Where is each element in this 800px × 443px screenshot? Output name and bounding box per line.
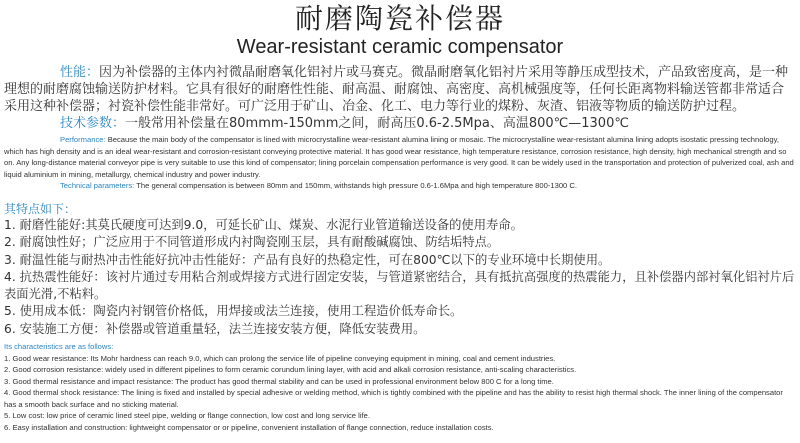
list-item: 2. Good corrosion resistance: widely used in different pipelines to form ceramic corundum lining layer, with acid and alkali corrosion resistance, anti-scaling characteristics. [4,365,577,374]
list-item: 2. 耐腐蚀性好；广泛应用于不同管道形成内衬陶瓷刚玉层，具有耐酸碱腐蚀、防结垢特点。 [4,235,500,249]
list-item: 1. 耐磨性能好:其莫氏硬度可达到9.0，可延长矿山、煤炭、水泥行业管道输送设备的使用寿命。 [4,217,523,232]
cn-features-heading: 其特点如下： [4,201,77,216]
en-tech-text: The general compensation is between 80mm and 150mm, withstands high pressure 0.6-1.6Mpa and high temperature 800-1300 C. [134,181,577,190]
list-item: 5. Low cost: low price of ceramic lined steel pipe, welding or flange connection, low cost and long service life. [4,411,370,420]
en-performance-label: Performance: [60,135,106,144]
page-subtitle: Wear-resistant ceramic compensator [236,36,564,58]
page-title: 耐磨陶瓷补偿器 [294,2,505,35]
cn-tech-label: 技术参数： [60,116,126,131]
list-item: 4. 抗热震性能好：该衬片通过专用粘合剂或焊接方式进行固定安装，与管道紧密结合，具有抵抗高强度的热震能力，且补偿器内部衬氧化铝衬片后表面光滑,不粘料。 [4,270,795,301]
en-tech-paragraph [4,180,796,192]
cn-performance-text: 因为补偿器的主体内衬微晶耐磨氧化铝衬片或马赛克。微晶耐磨氧化铝衬片采用等静压成型技术，产品致密度高，是一种理想的耐磨腐蚀输送防护材料。它具有很好的耐磨性性能、耐高温、耐腐蚀、高密度、高机械强度等，任何长距离物料输送管都非常适合采用这种补偿器；衬瓷补偿性能非常好。可广泛用于矿山、冶金、化工、电力等行业的煤粉、灰渣、铝液等物质的输送防护过程。 [4,65,789,114]
en-features-heading: Its characteristics are as follows: [4,342,114,351]
en-features-list [4,353,796,434]
cn-tech-text: 一般常用补偿量在80mmm-150mm之间，耐高压0.6-2.5Mpa、高温800℃—1300℃ [125,116,629,131]
list-item: 6. Easy installation and construction: lightweight compensator or or pipeline, convenient installation of flange connection, reduce installation costs. [4,422,494,432]
cn-performance-paragraph [4,64,796,115]
list-item: 4. Good thermal shock resistance: The lining is fixed and installed by special adhesive or welding method, which is tightly combined with the pipeline and has the ability to resist high thermal shock. The inner lining of the compensator has a smooth back surface and no sticking material. [4,388,783,409]
en-performance-text: Because the main body of the compensator is lined with microcrystalline wear-resistant alumina lining or mosaic. The microcrystalline wear-resistant alumina lining adopts isostatic pressing technology, which has high density and is an ideal wear-resistant and corrosion-resistant conveying protective material. It has good wear resistance, high temperature resistance, corrosion resistance, high density, high mechanical strength and so on. Any long-distance material conveyor pipe is very suitable to use this kind of compensator; lining porcelain compensation performance is very good. It can be widely used in the transportation and protection of pulverized coal, ash and liquid aluminium in mining, metallurgy, chemical industry and power industry. [4,135,794,179]
cn-performance-label: 性能： [60,65,100,80]
list-item: 5. 使用成本低：陶瓷内衬钢管价格低，用焊接或法兰连接，使用工程造价低寿命长。 [4,304,463,318]
list-item: 1. Good wear resistance: Its Mohr hardness can reach 9.0, which can prolong the service life of pipeline conveying equipment in mining, coal and cement industries. [4,353,556,363]
list-item: 6. 安装施工方便：补偿器或管道重量轻，法兰连接安装方便，降低安装费用。 [4,321,426,336]
list-item: 3. 耐温性能与耐热冲击性能好抗冲击性能好：产品有良好的热稳定性，可在800℃以下的专业环境中长期使用。 [4,252,611,267]
en-tech-label: Technical parameters: [60,181,135,190]
cn-tech-paragraph [4,115,796,132]
en-performance-paragraph [4,134,796,180]
list-item: 3. Good thermal resistance and impact resistance: The product has good thermal stability and can be used in professional environment below 800 C for a long time. [4,376,554,386]
cn-features-list [4,217,796,339]
